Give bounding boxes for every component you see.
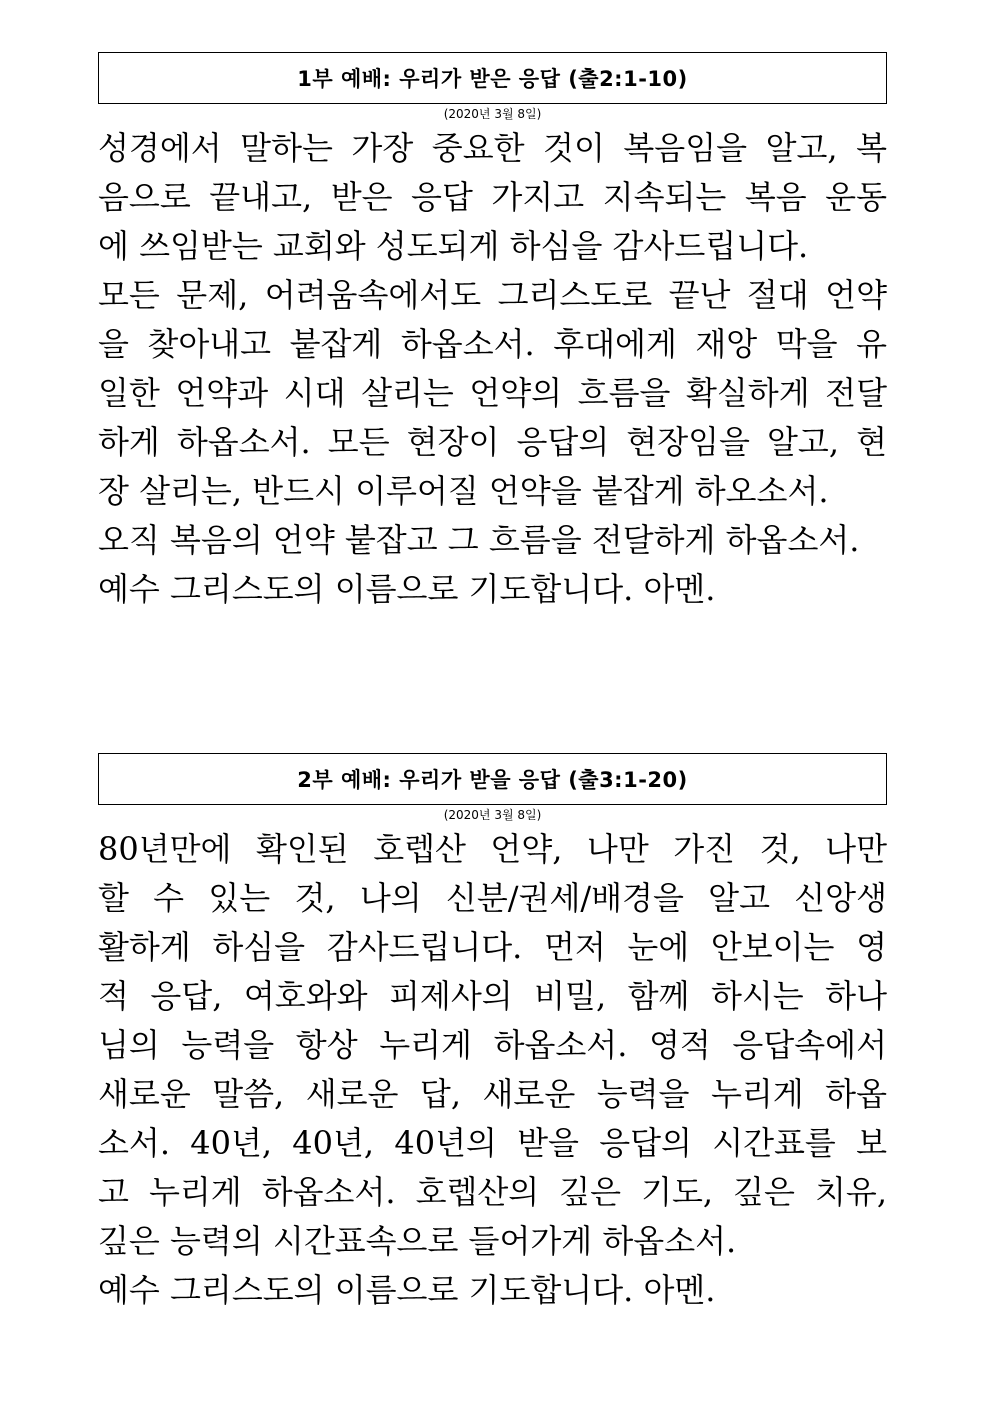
prayer-line: 오직 복음의 언약 붙잡고 그 흐름을 전달하게 하옵소서. [98,521,860,559]
prayer-line: 80년만에 확인된 호렙산 언약, 나만 가진 것, 나만 [98,830,887,868]
prayer-line: 깊은 능력의 시간표속으로 들어가게 하옵소서. [98,1222,737,1260]
section-title: 2부 예배: 우리가 받을 응답 (출3:1-20) [297,768,688,792]
section-date: (2020년 3월 8일) [443,808,542,822]
prayer-line: 장 살리는, 반드시 이루어질 언약을 붙잡게 하오소서. [98,472,829,510]
section-title-box [98,52,887,104]
section-title: 1부 예배: 우리가 받은 응답 (출2:1-10) [297,67,688,91]
prayer-line: 성경에서 말하는 가장 중요한 것이 복음임을 알고, 복 [98,129,887,167]
prayer-line: 예수 그리스도의 이름으로 기도합니다. 아멘. [98,570,716,608]
prayer-line: 하게 하옵소서. 모든 현장이 응답의 현장임을 알고, 현 [98,423,887,461]
prayer-line: 을 찾아내고 붙잡게 하옵소서. 후대에게 재앙 막을 유 [98,325,887,363]
prayer-line: 예수 그리스도의 이름으로 기도합니다. 아멘. [98,1271,716,1309]
section-title-box [98,753,887,805]
prayer-line: 활하게 하심을 감사드립니다. 먼저 눈에 안보이는 영 [98,928,887,966]
prayer-text [98,124,887,614]
prayer-line: 새로운 말씀, 새로운 답, 새로운 능력을 누리게 하옵 [98,1075,887,1113]
prayer-line: 음으로 끝내고, 받은 응답 가지고 지속되는 복음 운동 [98,178,887,216]
prayer-line: 할 수 있는 것, 나의 신분/권세/배경을 알고 신앙생 [98,879,887,917]
prayer-text [98,825,887,1315]
prayer-line: 소서. 40년, 40년, 40년의 받을 응답의 시간표를 보 [98,1124,887,1162]
worship-section-1 [98,52,887,614]
prayer-line: 고 누리게 하옵소서. 호렙산의 깊은 기도, 깊은 치유, [98,1173,887,1211]
worship-section-2 [98,753,887,1315]
prayer-line: 에 쓰임받는 교회와 성도되게 하심을 감사드립니다. [98,227,809,265]
prayer-line: 적 응답, 여호와와 피제사의 비밀, 함께 하시는 하나 [98,977,887,1015]
prayer-line: 일한 언약과 시대 살리는 언약의 흐름을 확실하게 전달 [98,374,887,412]
section-date: (2020년 3월 8일) [443,107,542,121]
prayer-line: 님의 능력을 항상 누리게 하옵소서. 영적 응답속에서 [98,1026,887,1064]
prayer-line: 모든 문제, 어려움속에서도 그리스도로 끝난 절대 언약 [98,276,887,314]
